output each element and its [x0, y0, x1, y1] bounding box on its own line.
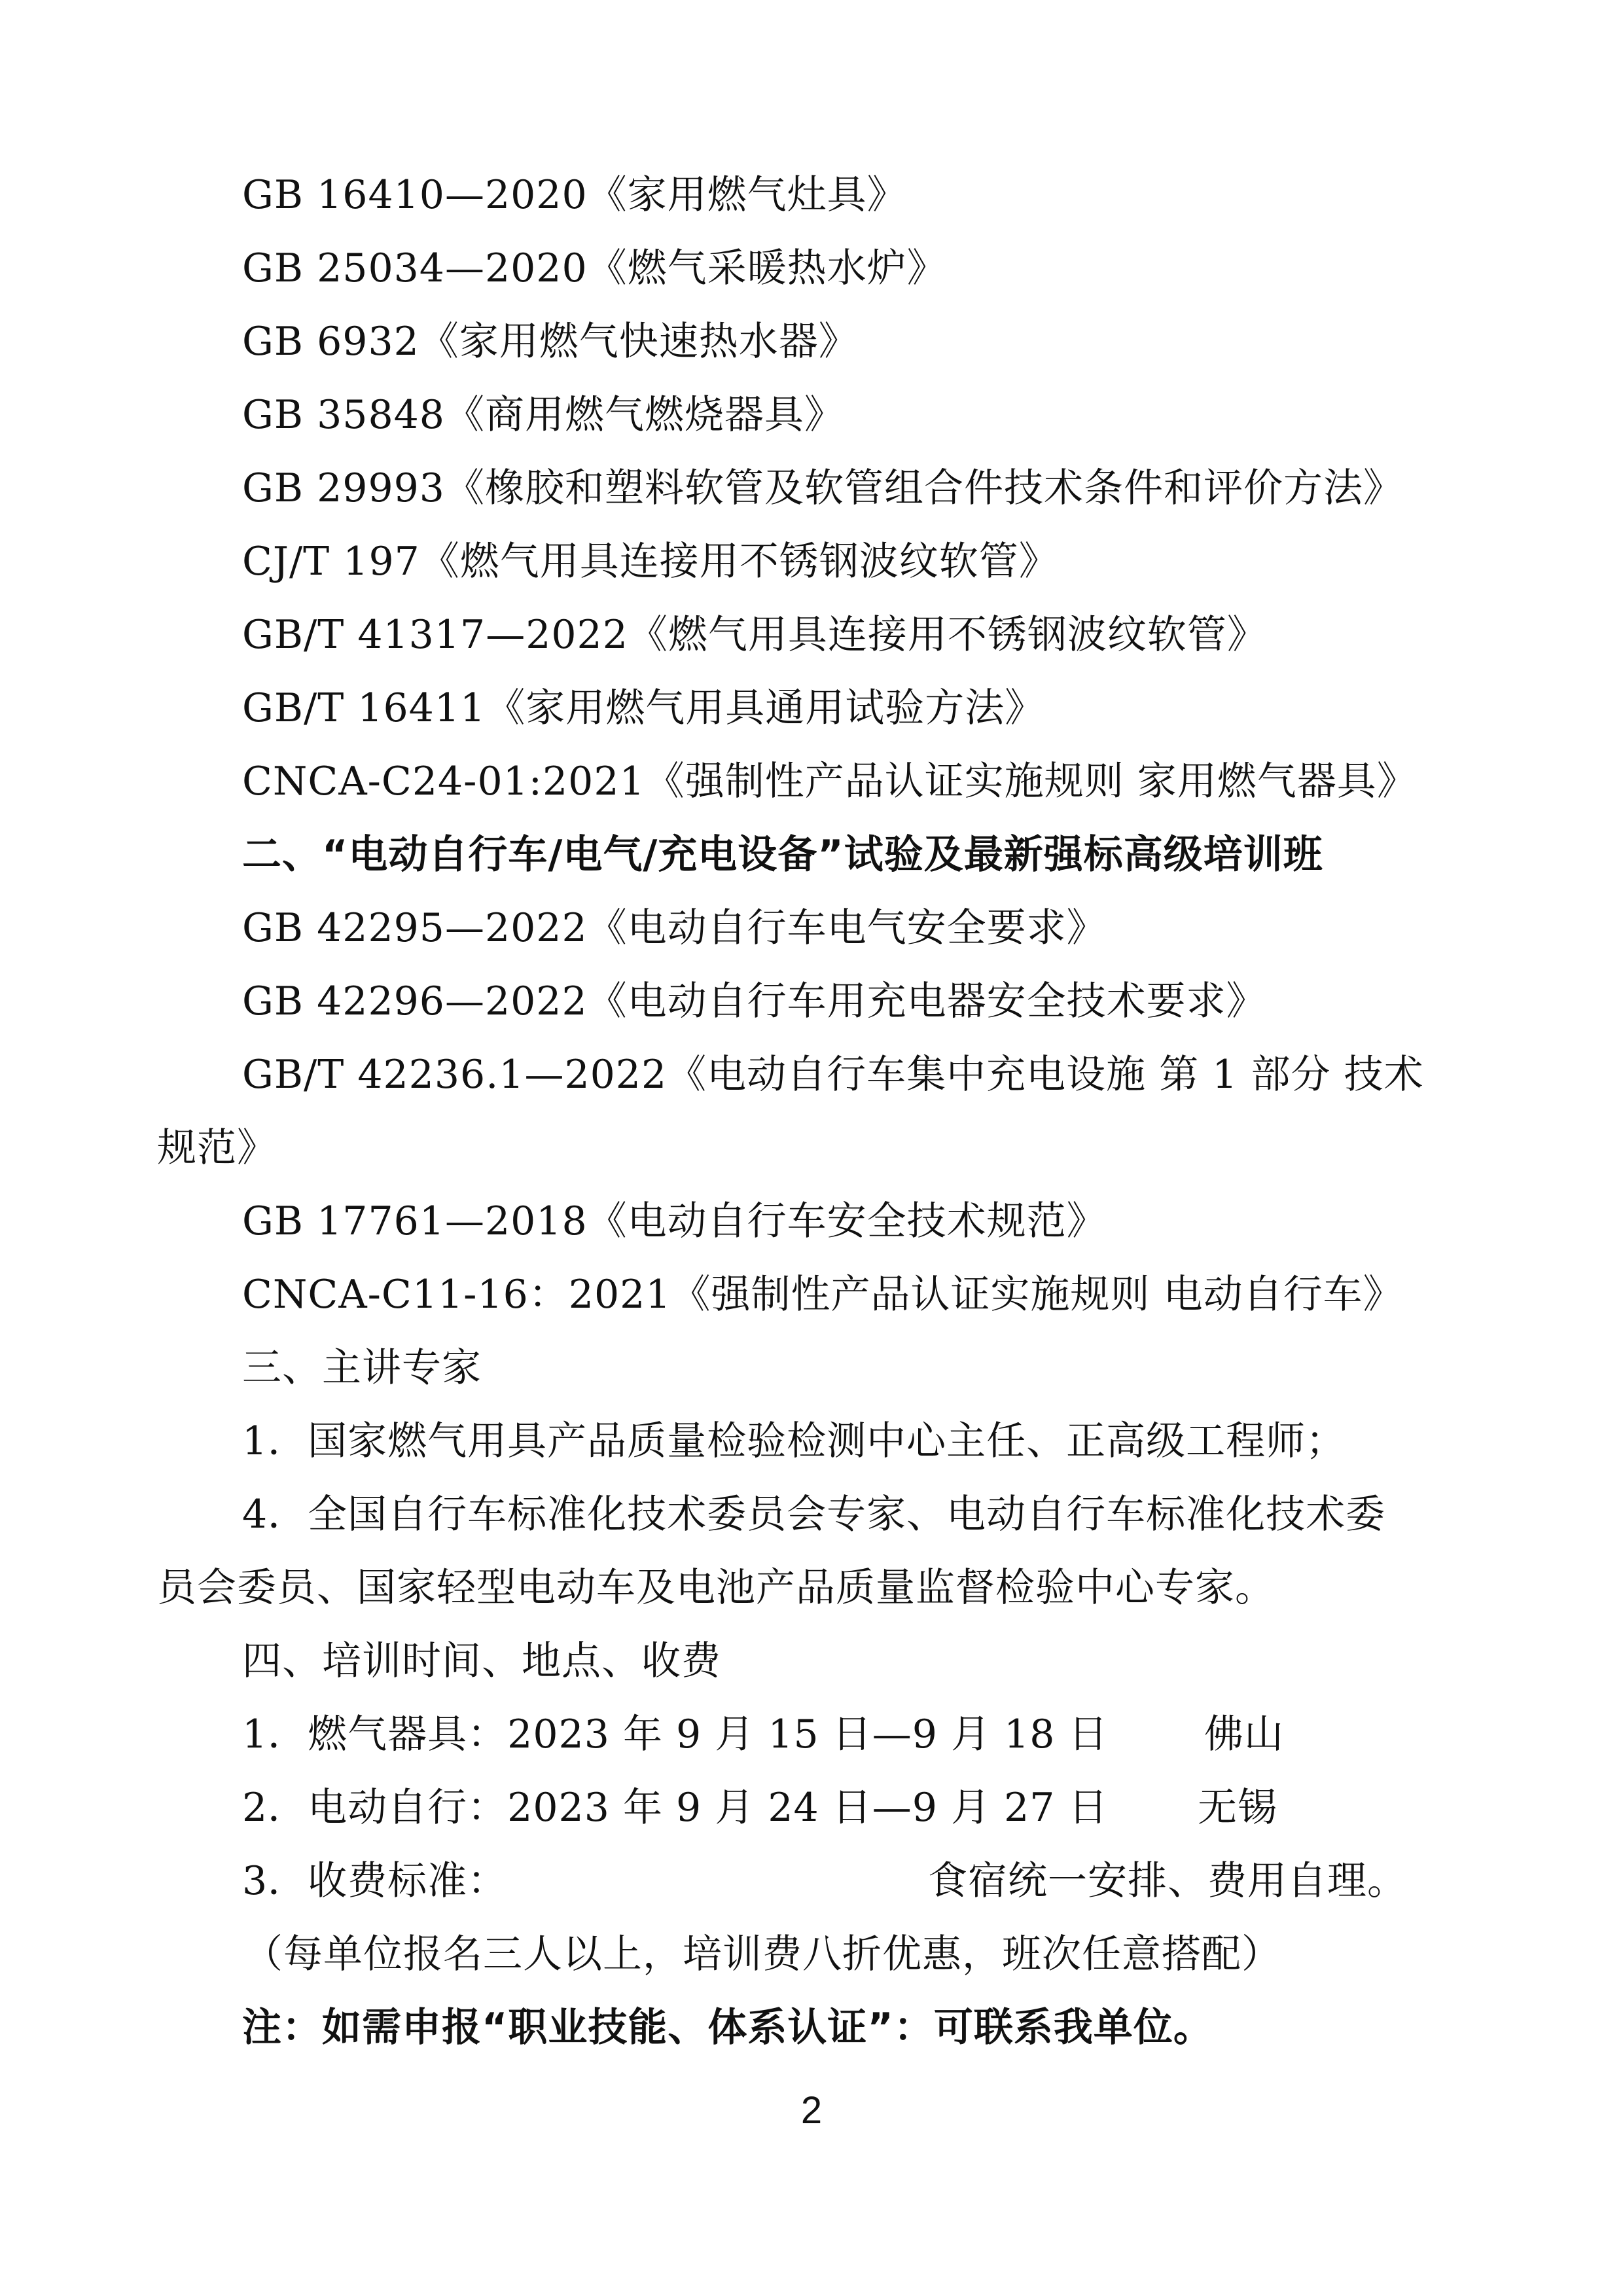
- session-1-city: 佛山: [1204, 1712, 1284, 1757]
- section-2-heading: 二、“电动自行车/电气/充电设备”试验及最新强标高级培训班: [242, 832, 1323, 878]
- gas-standard-8: GB/T 16411《家用燃气用具通用试验方法》: [242, 685, 1045, 731]
- gas-standard-6: CJ/T 197《燃气用具连接用不锈钢波纹软管》: [242, 539, 1059, 584]
- gas-standard-3: GB 6932《家用燃气快速热水器》: [242, 319, 859, 365]
- ebike-standard-2: GB 42296—2022《电动自行车用充电器安全技术要求》: [242, 978, 1266, 1024]
- session-1: [242, 1702, 1284, 1767]
- session-2: [242, 1775, 1277, 1840]
- gas-standard-2: GB 25034—2020《燃气采暖热水炉》: [242, 245, 947, 291]
- ebike-standard-3-line-2: 规范》: [157, 1125, 277, 1171]
- section-4-heading: 四、培训时间、地点、收费: [242, 1638, 721, 1684]
- gas-standard-9: CNCA-C24-01:2021《强制性产品认证实施规则 家用燃气器具》: [242, 759, 1417, 804]
- fee-note: 食宿统一安排、费用自理。: [928, 1858, 1407, 1904]
- expert-4-line-2: 员会委员、国家轻型电动车及电池产品质量监督检验中心专家。: [157, 1565, 1275, 1611]
- ebike-standard-5: CNCA-C11-16：2021《强制性产品认证实施规则 电动自行车》: [242, 1272, 1403, 1318]
- application-note: 注：如需申报“职业技能、体系认证”：可联系我单位。: [242, 2005, 1213, 2051]
- section-3-heading: 三、主讲专家: [242, 1345, 482, 1391]
- fee-label: 3．收费标准：: [242, 1858, 508, 1904]
- session-2-date: 2．电动自行：2023 年 9 月 24 日—9 月 27 日: [242, 1785, 1109, 1831]
- expert-4-line-1: 4．全国自行车标准化技术委员会专家、电动自行车标准化技术委: [242, 1492, 1386, 1537]
- fee-standard: [242, 1848, 1407, 1914]
- ebike-standard-4: GB 17761—2018《电动自行车安全技术规范》: [242, 1198, 1107, 1244]
- session-1-date: 1．燃气器具：2023 年 9 月 15 日—9 月 18 日: [242, 1712, 1109, 1757]
- gas-standard-7: GB/T 41317—2022《燃气用具连接用不锈钢波纹软管》: [242, 612, 1267, 658]
- expert-1: 1．国家燃气用具产品质量检验检测中心主任、正高级工程师；: [242, 1418, 1346, 1464]
- gas-standard-5: GB 29993《橡胶和塑料软管及软管组合件技术条件和评价方法》: [242, 465, 1403, 511]
- page-number: 2: [800, 2089, 823, 2132]
- ebike-standard-1: GB 42295—2022《电动自行车电气安全要求》: [242, 905, 1107, 951]
- discount-note: （每单位报名三人以上，培训费八折优惠，班次任意搭配）: [243, 1931, 1281, 1977]
- gas-standard-4: GB 35848《商用燃气燃烧器具》: [242, 392, 844, 438]
- ebike-standard-3-line-1: GB/T 42236.1—2022《电动自行车集中充电设施 第 1 部分 技术: [242, 1052, 1424, 1098]
- gas-standard-1: GB 16410—2020《家用燃气灶具》: [242, 172, 907, 218]
- session-2-city: 无锡: [1198, 1785, 1277, 1831]
